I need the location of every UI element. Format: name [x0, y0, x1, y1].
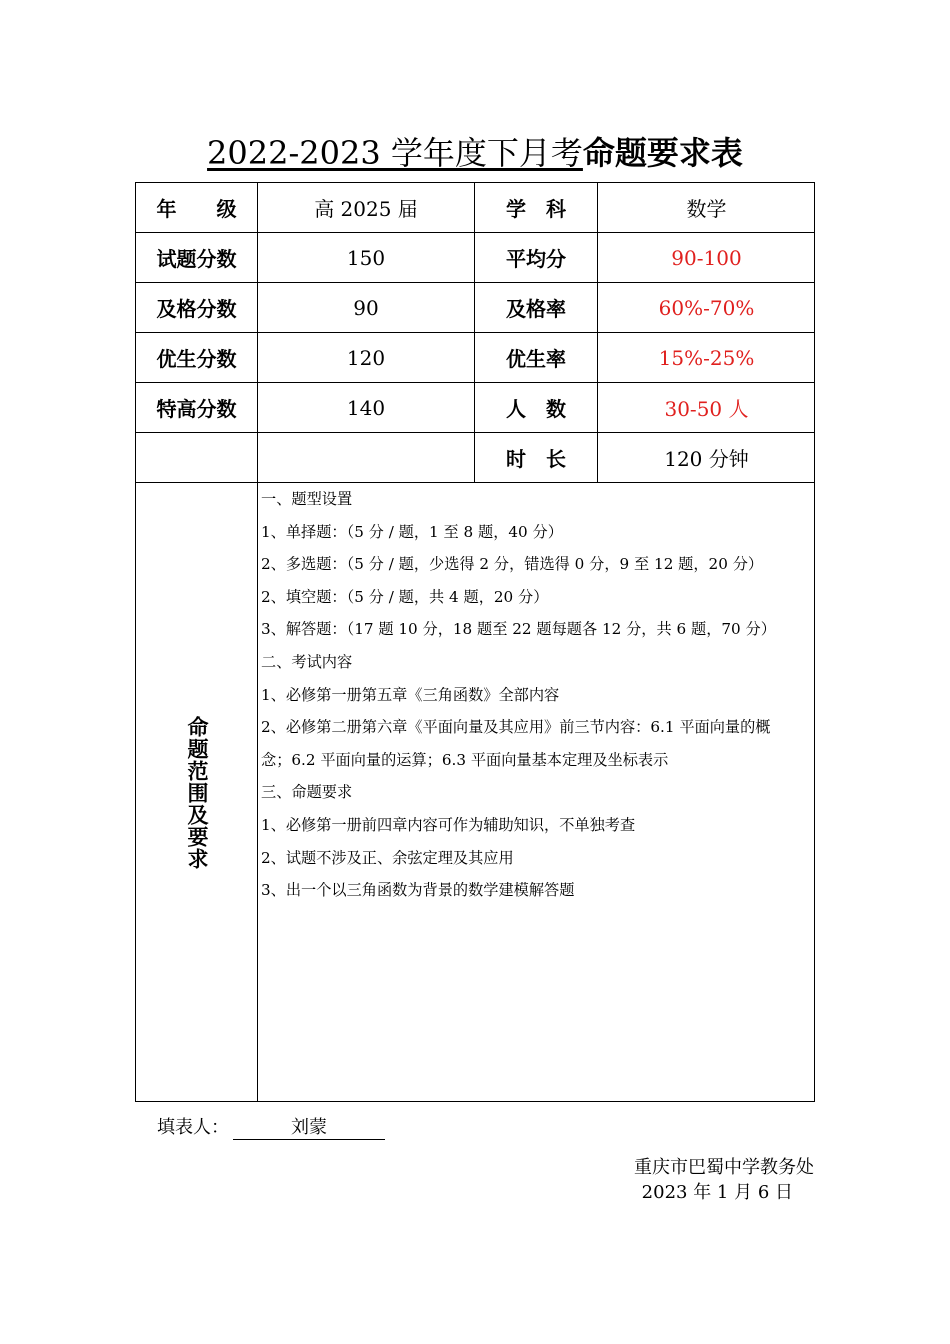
- requirement-line: 1、单择题：（5 分 / 题，1 至 8 题，40 分）: [261, 522, 563, 541]
- document-title: [0, 128, 950, 174]
- title-part-2: 命题要求表: [582, 134, 743, 172]
- filler-name: 刘蒙: [233, 1113, 385, 1140]
- row-4-label-2: 优生率: [506, 347, 566, 371]
- row-3-label-1: 及格分数: [156, 297, 237, 321]
- requirement-line: 2、试题不涉及正、余弦定理及其应用: [261, 848, 514, 867]
- row-2-label-2: 平均分: [506, 247, 566, 271]
- requirements-heading: 命题范围及要求: [185, 716, 209, 870]
- office-name: 重庆市巴蜀中学教务处: [634, 1157, 814, 1178]
- requirement-line: 1、必修第一册第五章《三角函数》全部内容: [261, 685, 560, 704]
- row-1-value-1: 高 2025 届: [314, 197, 418, 221]
- requirement-line: 2、必修第二册第六章《平面向量及其应用》前三节内容：6.1 平面向量的概: [261, 718, 771, 737]
- requirement-line: 3、出一个以三角函数为背景的数学建模解答题: [261, 881, 575, 900]
- requirements-content: [258, 483, 815, 1103]
- row-1-value-2: 数学: [686, 197, 727, 221]
- requirement-line: 2、多选题：（5 分 / 题，少选得 2 分，错选得 0 分，9 至 12 题，20 分）: [261, 555, 764, 574]
- title-part-1: 2022-2023 学年度下月考: [207, 134, 583, 172]
- row-6-value-2: 120 分钟: [664, 447, 749, 471]
- row-2-value-1: 150: [346, 245, 386, 270]
- row-3-label-2: 及格率: [506, 297, 566, 321]
- requirement-line: 念；6.2 平面向量的运算；6.3 平面向量基本定理及坐标表示: [261, 750, 669, 769]
- issue-date: 2023 年 1 月 6 日: [641, 1182, 793, 1203]
- requirement-line: 1、必修第一册前四章内容可作为辅助知识，不单独考查: [261, 815, 636, 834]
- requirement-line: 二、考试内容: [261, 652, 353, 671]
- row-6-label-2: 时 长: [506, 447, 566, 471]
- row-2-value-2: 90-100: [671, 245, 742, 270]
- requirement-line: 一、题型设置: [261, 490, 353, 508]
- requirements-heading-cell: [136, 483, 258, 1103]
- row-1-label-1: 年 级: [156, 197, 237, 221]
- row-5-value-2: 30-50 人: [664, 397, 749, 421]
- row-6-label-1: [136, 433, 257, 482]
- requirement-line: 3、解答题：（17 题 10 分，18 题至 22 题每题各 12 分，共 6 题，70 分）: [261, 620, 776, 639]
- row-4-value-2: 15%-25%: [658, 345, 755, 370]
- filler-line: [157, 1113, 385, 1140]
- row-4-label-1: 优生分数: [156, 347, 237, 371]
- row-3-value-2: 60%-70%: [658, 295, 755, 320]
- row-5-label-2: 人 数: [506, 397, 566, 421]
- row-5-value-1: 140: [346, 395, 386, 420]
- row-2-label-1: 试题分数: [156, 247, 237, 271]
- row-1-label-2: 学 科: [506, 197, 566, 221]
- requirement-line: 三、命题要求: [261, 783, 353, 802]
- requirement-line: 2、填空题：（5 分 / 题，共 4 题，20 分）: [261, 587, 549, 606]
- requirements-table: [135, 182, 815, 1102]
- row-3-value-1: 90: [353, 295, 379, 320]
- row-6-value-1: [258, 433, 474, 482]
- row-5-label-1: 特高分数: [156, 397, 237, 421]
- filler-label: 填表人：: [157, 1117, 229, 1138]
- row-4-value-1: 120: [346, 345, 386, 370]
